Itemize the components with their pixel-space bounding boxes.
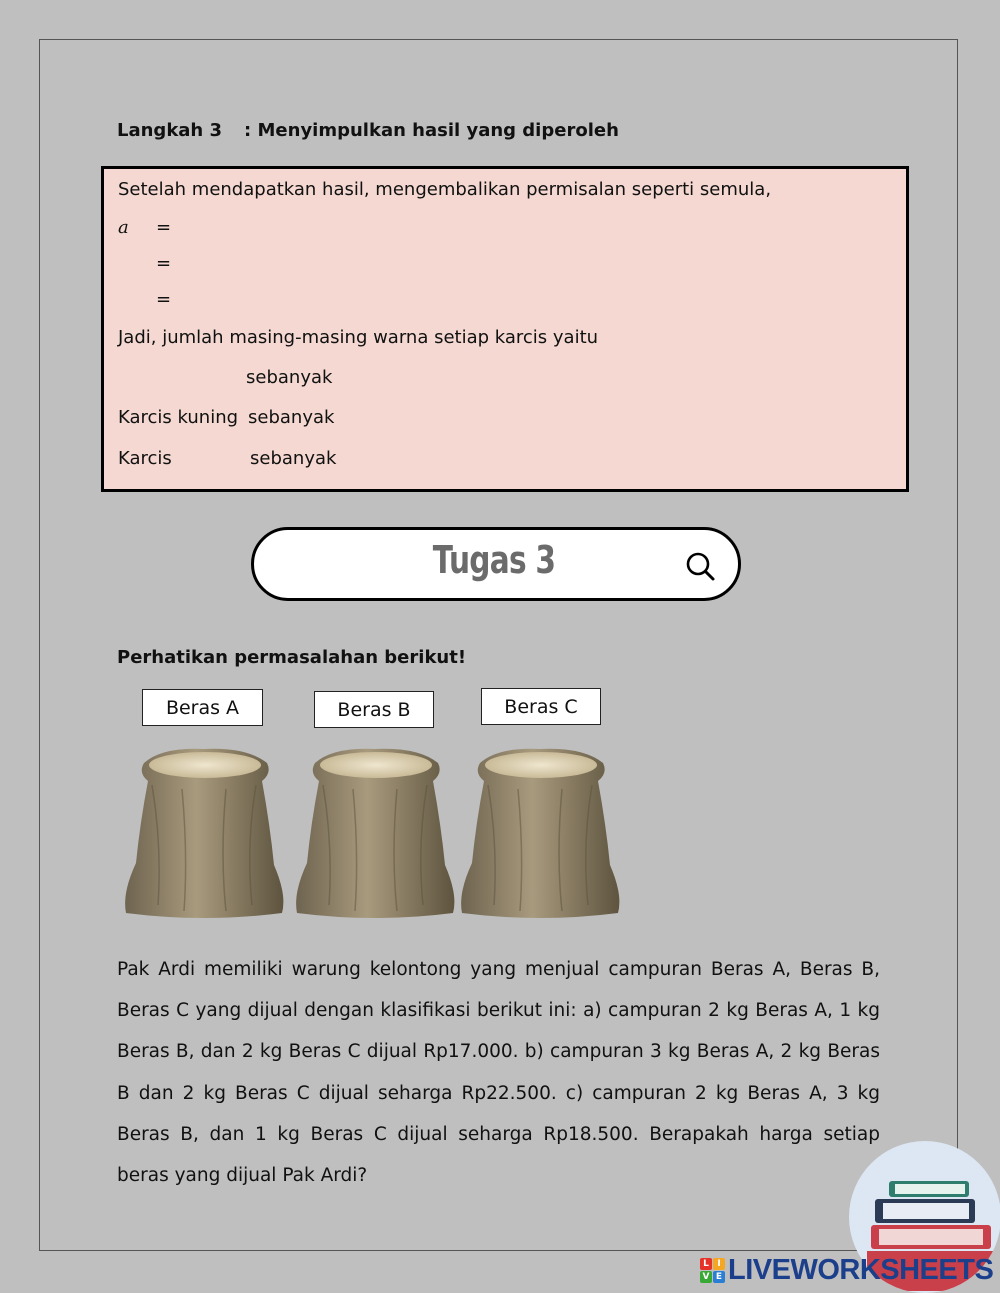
- rice-sack-image-c: [458, 745, 623, 920]
- rice-sack-image-a: [122, 745, 287, 920]
- conclusion-intro: Setelah mendapatkan hasil, mengembalikan permisalan seperti semula,: [118, 179, 772, 200]
- problem-prompt: Perhatikan permasalahan berikut!: [117, 647, 467, 668]
- task-search-bar: [251, 527, 741, 601]
- label-beras-b: Beras B: [314, 691, 434, 728]
- amount-line-3: sebanyak: [250, 448, 337, 469]
- label-beras-c: Beras C: [481, 688, 601, 725]
- step-number: Langkah 3: [117, 120, 223, 141]
- amount-line-1: sebanyak: [246, 367, 333, 388]
- liveworksheets-wordmark: LIVEWORKSHEETS: [728, 1253, 994, 1286]
- live-badge-icon: L I V E: [700, 1258, 725, 1283]
- step-subtitle: : Menyimpulkan hasil yang diperoleh: [244, 120, 619, 141]
- rice-sack-image-b: [293, 745, 458, 920]
- equals-sign-1: =: [156, 217, 172, 238]
- label-beras-a: Beras A: [142, 689, 263, 726]
- variable-a: a: [118, 217, 129, 238]
- task-title: Tugas 3: [432, 538, 556, 582]
- problem-paragraph: Pak Ardi memiliki warung kelontong yang menjual campuran Beras A, Beras B, Beras C yang dijual dengan klasifikasi berikut ini: a) campuran 2 kg Beras A, 1 kg Beras B, dan 2 kg Beras C dijual Rp17.000. b) campuran 3 kg Beras A, 2 kg Beras B dan 2 kg Beras C dijual seharga Rp22.500. c) campuran 2 kg Beras A, 3 kg Beras B, dan 1 kg Beras C dijual seharga Rp18.500. Berapakah harga setiap beras yang dijual Pak Ardi?: [117, 959, 880, 1187]
- conclusion-summary: Jadi, jumlah masing-masing warna setiap karcis yaitu: [118, 327, 599, 348]
- ticket-yellow-label: Karcis kuning: [118, 407, 239, 428]
- equals-sign-2: =: [156, 253, 172, 274]
- equals-sign-3: =: [156, 289, 172, 310]
- amount-line-2: sebanyak: [248, 407, 335, 428]
- liveworksheets-logo: [700, 1253, 993, 1287]
- step-heading: [117, 120, 619, 141]
- ticket-label: Karcis: [118, 448, 172, 469]
- search-icon: [684, 550, 716, 582]
- conclusion-box: [101, 166, 909, 492]
